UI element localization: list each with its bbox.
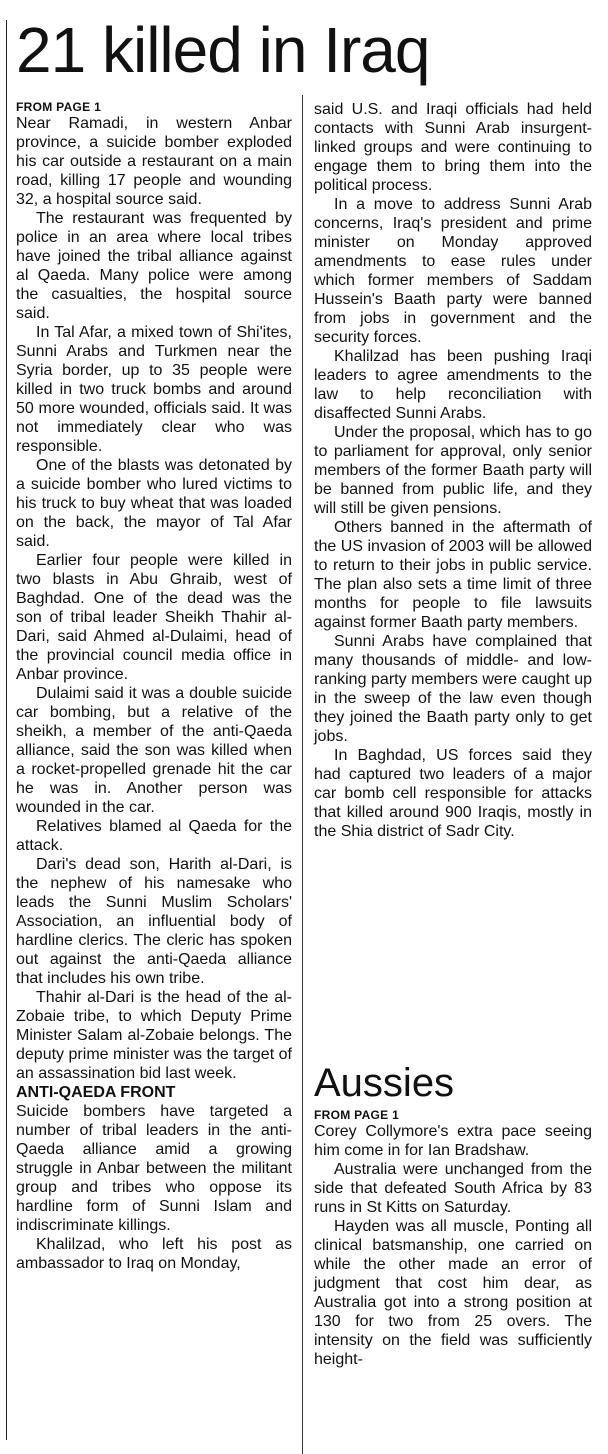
paragraph: Khalilzad has been pushing Iraqi leaders to agree amendments to the law to help reconciliation with disaffected Sunni Arabs.	[314, 348, 592, 422]
paragraph: Sunni Arabs have complained that many thousands of middle- and low-ranking party members were caught up in the sweep of the law even though they joined the Baath party only to get jobs.	[314, 633, 592, 745]
paragraph: Dulaimi said it was a double suicide car bombing, but a relative of the sheikh, a member of the anti-Qaeda alliance, said the son was killed when a rocket-propelled grenade hit the car he was in. Another person was wounded in the car.	[16, 685, 292, 816]
paragraph: Suicide bombers have targeted a number of tribal leaders in the anti-Qaeda alliance amid a growing struggle in Anbar between the militant group and tribes who oppose its hardline form of Sunni Islam and indiscriminate killings.	[16, 1103, 292, 1234]
kicker-from-page-1: FROM PAGE 1	[314, 1108, 400, 1122]
paragraph: One of the blasts was detonated by a suicide bomber who lured victims to his truck to buy wheat that was loaded on the back, the mayor of Tal Afar said.	[16, 457, 292, 550]
headline-iraq: 21 killed in Iraq	[16, 14, 430, 86]
paragraph: Australia were unchanged from the side that defeated South Africa by 83 runs in St Kitts on Saturday.	[314, 1161, 592, 1216]
article-aussies	[314, 1060, 592, 1369]
article-iraq-left-column	[16, 100, 292, 1273]
paragraph: said U.S. and Iraqi officials had held contacts with Sunni Arab insurgent-linked groups and were continuing to engage them to bring them into the political process.	[314, 101, 592, 194]
paragraph: Others banned in the aftermath of the US invasion of 2003 will be allowed to return to their jobs in public service. The plan also sets a time limit of three months for people to file lawsuits against former Baath party members.	[314, 519, 592, 631]
paragraph: Near Ramadi, in western Anbar province, a suicide bomber exploded his car outside a restaurant on a main road, killing 17 people and wounding 32, a hospital source said.	[16, 115, 292, 208]
paragraph: Thahir al-Dari is the head of the al-Zobaie tribe, to which Deputy Prime Minister Salam al-Zobaie belongs. The deputy prime minister was the target of an assassination bid last week.	[16, 989, 292, 1082]
paragraph: Earlier four people were killed in two blasts in Abu Ghraib, west of Baghdad. One of the dead was the son of tribal leader Sheikh Thahir al-Dari, said Ahmed al-Dulaimi, head of the provincial council media office in Anbar province.	[16, 552, 292, 683]
headline-aussies: Aussies	[314, 1061, 455, 1105]
paragraph: In Baghdad, US forces said they had captured two leaders of a major car bomb cell responsible for attacks that killed around 900 Iraqis, mostly in the Shia district of Sadr City.	[314, 747, 592, 840]
paragraph: Corey Collymore's extra pace seeing him come in for Ian Bradshaw.	[314, 1123, 592, 1159]
left-border-rule	[6, 20, 7, 1440]
kicker-from-page-1: FROM PAGE 1	[16, 100, 102, 114]
paragraph: Khalilzad, who left his post as ambassador to Iraq on Monday,	[16, 1236, 292, 1272]
paragraph: Hayden was all muscle, Ponting all clinical batsmanship, one carried on while the other made an error of judgment that cost him dear, as Australia got into a strong position at 130 for two from 25 overs. The intensity on the field was sufficiently height-	[314, 1218, 592, 1368]
paragraph: Under the proposal, which has to go to parliament for approval, only senior members of the former Baath party will be banned from public life, and they will still be given pensions.	[314, 424, 592, 517]
paragraph: In a move to address Sunni Arab concerns, Iraq's president and prime minister on Monday approved amendments to ease rules under which former members of Saddam Hussein's Baath party were banned from jobs in government and the security forces.	[314, 196, 592, 346]
paragraph: The restaurant was frequented by police in an area where local tribes have joined the tribal alliance against al Qaeda. Many police were among the casualties, the hospital source said.	[16, 210, 292, 322]
article-iraq-right-column	[314, 100, 592, 841]
paragraph: Relatives blamed al Qaeda for the attack.	[16, 818, 292, 854]
paragraph: In Tal Afar, a mixed town of Shi'ites, Sunni Arabs and Turkmen near the Syria border, up to 35 people were killed in two truck bombs and around 50 more wounded, officials said. It was not immediately clear who was responsible.	[16, 324, 292, 455]
column-divider	[302, 95, 303, 1454]
subhead-anti-qaeda-front: ANTI-QAEDA FRONT	[16, 1084, 176, 1101]
paragraph: Dari's dead son, Harith al-Dari, is the nephew of his namesake who leads the Sunni Muslim Scholars' Association, an influential body of hardline clerics. The cleric has spoken out against the anti-Qaeda alliance that includes his own tribe.	[16, 856, 292, 987]
